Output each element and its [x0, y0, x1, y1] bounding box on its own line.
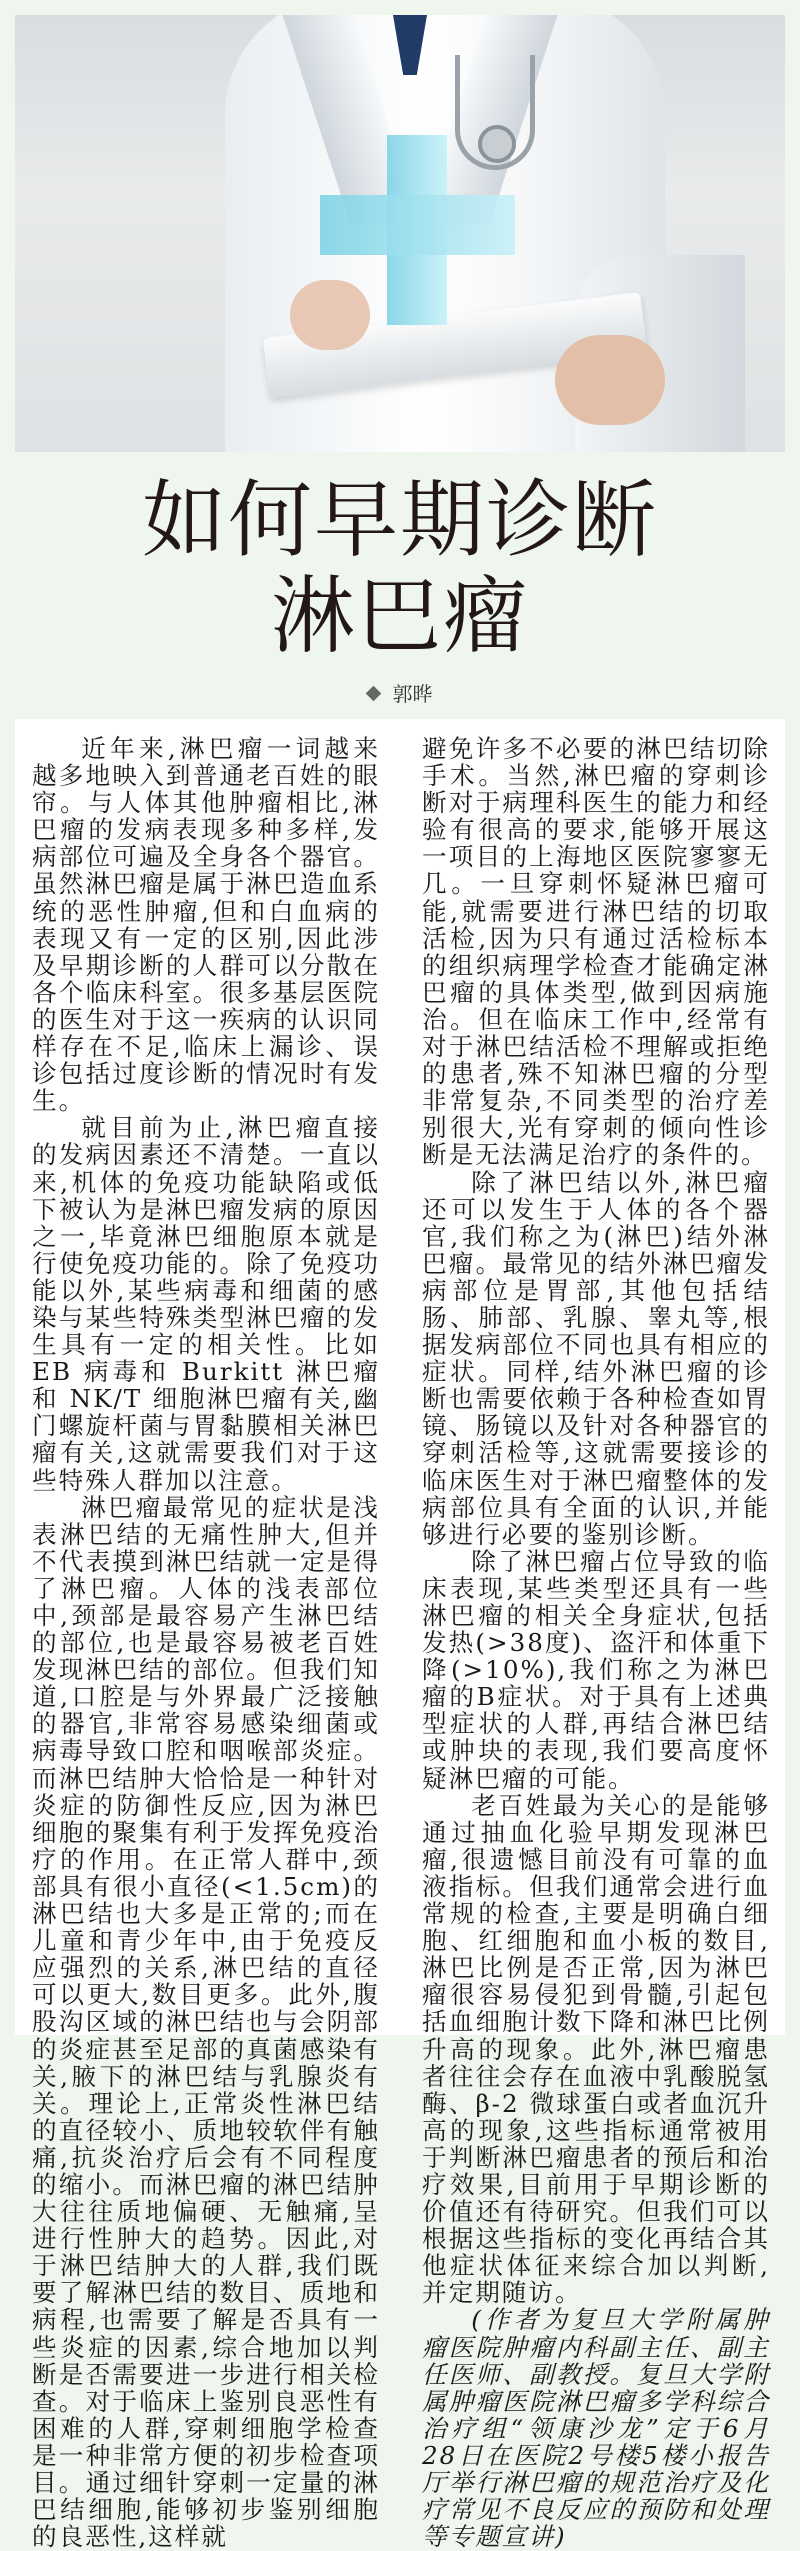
header-photo — [15, 15, 785, 452]
headline-line-2: 淋巴瘤 — [270, 567, 529, 665]
stethoscope-head — [478, 125, 516, 163]
article-column-1 — [32, 735, 380, 2550]
paragraph: 近年来,淋巴瘤一词越来越多地映入到普通老百姓的眼帘。与人体其他肿瘤相比,淋巴瘤的发病表现多种多样,发病部位可遍及全身各个器官。虽然淋巴瘤是属于淋巴造血系统的恶性肿瘤,但和白血病的表现又有一定的区别,因此涉及早期诊断的人群可以分散在各个临床科室。很多基层医院的医生对于这一疾病的认识同样存在不足,临床上漏诊、误诊包括过度诊断的情况时有发生。 — [32, 734, 380, 1116]
paragraph-continued: 避免许多不必要的淋巴结切除手术。当然,淋巴瘤的穿刺诊断对于病理科医生的能力和经验有很高的要求,能够开展这一项目的上海地区医院寥寥无几。一旦穿刺怀疑淋巴瘤可能,就需要进行淋巴结的切取活检,因为只有通过活检标本的组织病理学检查才能确定淋巴瘤的具体类型,做到因病施治。但在临床工作中,经常有对于淋巴结活检不理解或拒绝的患者,殊不知淋巴瘤的分型非常复杂,不同类型的治疗差别很大,光有穿刺的倾向性诊断是无法满足治疗的条件的。 — [422, 734, 770, 1170]
article-body — [15, 719, 785, 2551]
medical-cross-bar — [320, 195, 515, 255]
paragraph: 老百姓最为关心的是能够通过抽血化验早期发现淋巴瘤,很遗憾目前没有可靠的血液指标。但我们通常会进行血常规的检查,主要是明确白细胞、红细胞和血小板的数目,淋巴比例是否正常,因为淋巴瘤很容易侵犯到骨髓,引起包括血细胞计数下降和淋巴比例升高的现象。此外,淋巴瘤患者往往会存在血液中乳酸脱氢酶、β-2 微球蛋白或者血沉升高的现象,这些指标通常被用于判断淋巴瘤患者的预后和治疗效果,目前用于早期诊断的价值还有待研究。但我们可以根据这些指标的变化再结合其他症状体征来综合加以判断,并定期随访。 — [422, 1790, 770, 2308]
paragraph: 就目前为止,淋巴瘤直接的发病因素还不清楚。一直以来,机体的免疫功能缺陷或低下被认为是淋巴瘤发病的原因之一,毕竟淋巴细胞原本就是行使免疫功能的。除了免疫功能以外,某些病毒和细菌的感染与某些特殊类型淋巴瘤的发生具有一定的相关性。比如 EB 病毒和 Burkitt 淋巴瘤和 NK/T 细胞淋巴瘤有关,幽门螺旋杆菌与胃黏膜相关淋巴瘤有关,这就需要我们对于这些特殊人群加以注意。 — [32, 1113, 380, 1495]
paragraph: 淋巴瘤最常见的症状是浅表淋巴结的无痛性肿大,但并不代表摸到淋巴结就一定是得了淋巴瘤。人体的浅表部位中,颈部是最容易产生淋巴结的部位,也是最容易被老百姓发现淋巴结的部位。但我们知道,口腔是与外界最广泛接触的器官,非常容易感染细菌或病毒导致口腔和咽喉部炎症。而淋巴结肿大恰恰是一种针对炎症的防御性反应,因为淋巴细胞的聚集有利于发挥免疫治疗的作用。在正常人群中,颈部具有很小直径(<1.5cm)的淋巴结也大多是正常的;而在儿童和青少年中,由于免疫反应强烈的关系,淋巴结的直径可以更大,数目更多。此外,腹股沟区域的淋巴结也与会阴部的炎症甚至足部的真菌感染有关,腋下的淋巴结与乳腺炎有关。理论上,正常炎性淋巴结的直径较小、质地较软伴有触痛,抗炎治疗后会有不同程度的缩小。而淋巴瘤的淋巴结肿大往往质地偏硬、无触痛,呈进行性肿大的趋势。因此,对于淋巴结肿大的人群,我们既要了解淋巴结的数目、质地和病程,也需要了解是否具有一些炎症的因素,综合地加以判断是否需要进一步进行相关检查。对于临床上鉴别良恶性有困难的人群,穿刺细胞学检查是一种非常方便的初步检查项目。通过细针穿刺一定量的淋巴结细胞,能够初步鉴别细胞的良恶性,这样就 — [32, 1492, 380, 2551]
author-note: (作者为复旦大学附属肿瘤医院肿瘤内科副主任、副主任医师、副教授。复旦大学附属肿瘤医院淋巴瘤多学科综合治疗组“领康沙龙”定于6月28日在医院2号楼5楼小报告厅举行淋巴瘤的规范治疗及化疗常见不良反应的预防和处理等专题宣讲) — [422, 2305, 770, 2551]
diamond-icon — [365, 686, 381, 702]
headline-line-1: 如何早期诊断 — [141, 471, 658, 569]
hand-right — [555, 335, 665, 425]
paragraph: 除了淋巴结以外,淋巴瘤还可以发生于人体的各个器官,我们称之为(淋巴)结外淋巴瘤。最常见的结外淋巴瘤发病部位是胃部,其他包括结肠、肺部、乳腺、睾丸等,根据发病部位不同也具有相应的症状。同样,结外淋巴瘤的诊断也需要依赖于各种检查如胃镜、肠镜以及针对各种器官的穿刺活检等,这就需要接诊的临床医生对于淋巴瘤整体的发病部位具有全面的认识,并能够进行必要的鉴别诊断。 — [422, 1167, 770, 1549]
hand-left — [290, 280, 370, 350]
article-column-2 — [422, 735, 770, 2550]
byline — [0, 678, 800, 707]
paragraph: 除了淋巴瘤占位导致的临床表现,某些类型还具有一些淋巴瘤的相关全身症状,包括发热(>38度)、盗汗和体重下降(>10%),我们称之为淋巴瘤的B症状。对于具有上述典型症状的人群,再结合淋巴结或肿块的表现,我们要高度怀疑淋巴瘤的可能。 — [422, 1546, 770, 1793]
author-name: 郭晔 — [392, 682, 433, 706]
